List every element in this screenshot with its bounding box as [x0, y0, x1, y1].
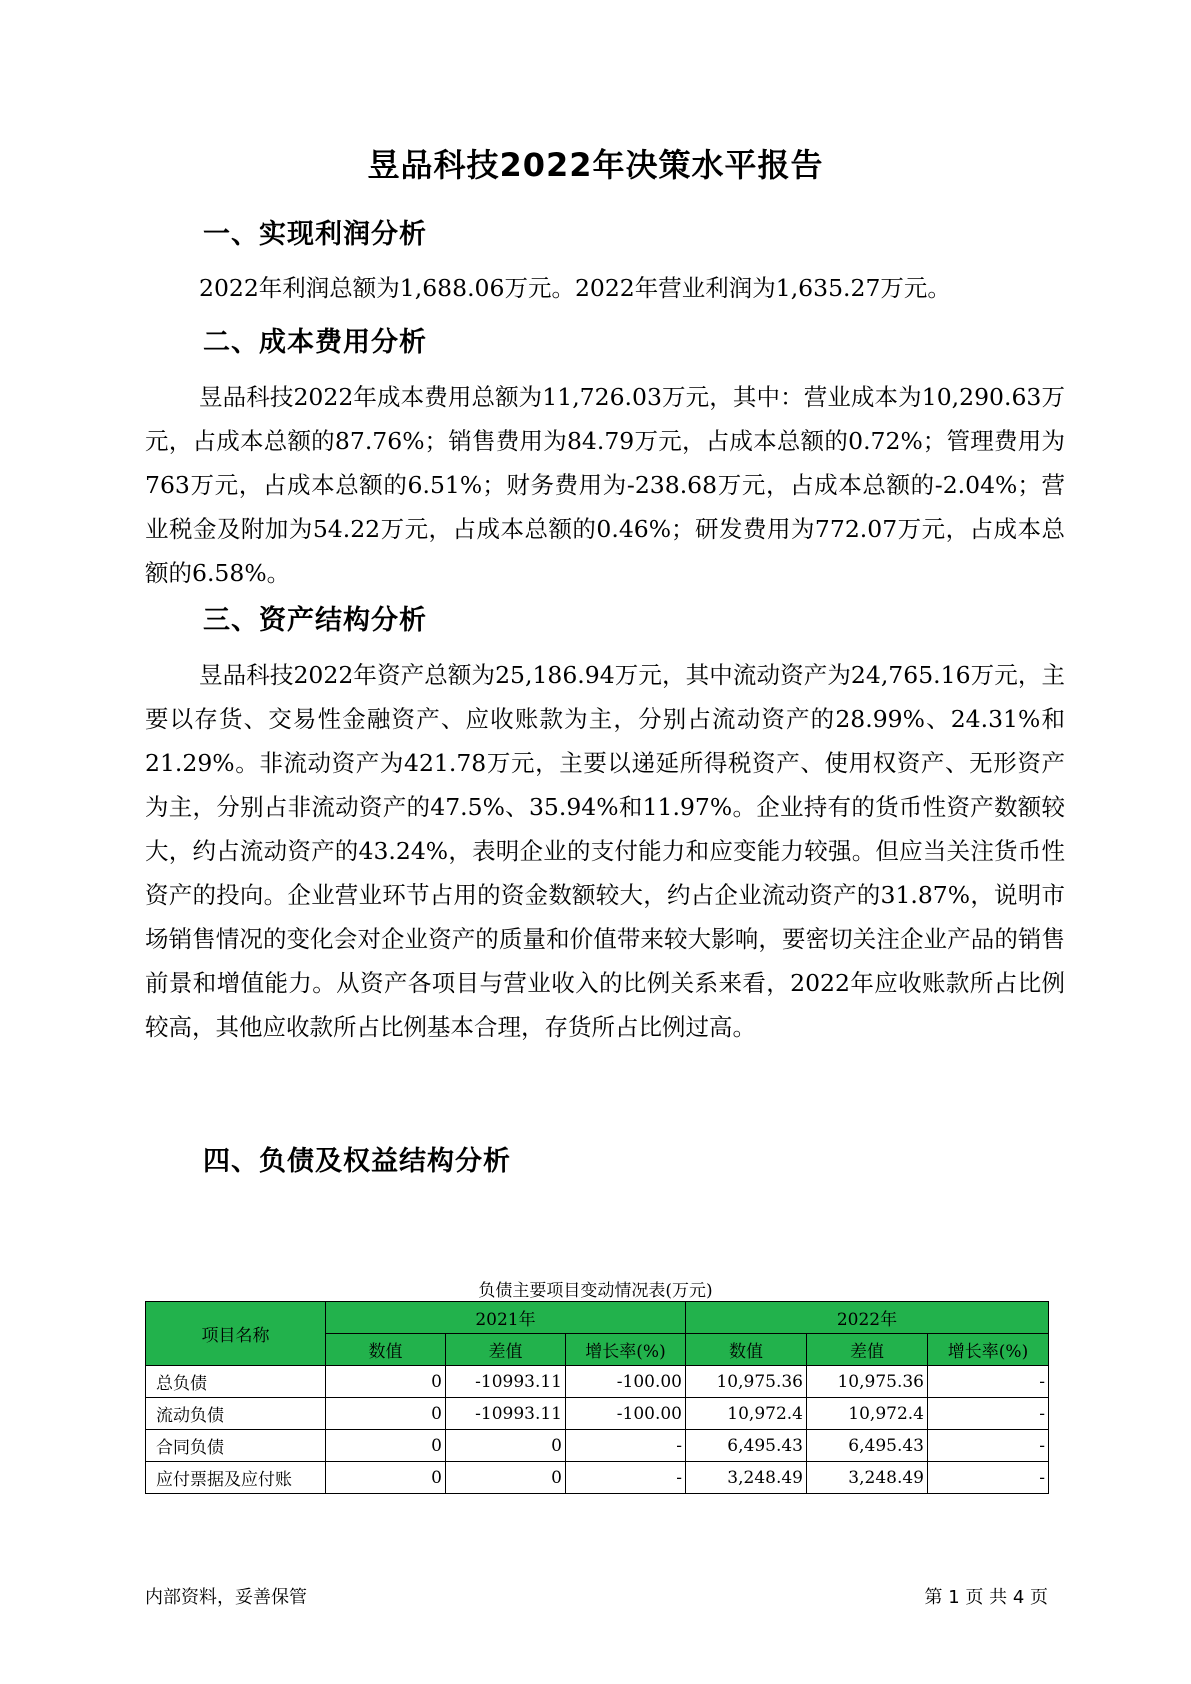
cell-diff-2022: 10,972.4 — [807, 1398, 928, 1430]
section-body-profit: 2022年利润总额为1,688.06万元。2022年营业利润为1,635.27万元。 — [199, 274, 951, 302]
cell-diff-2022: 10,975.36 — [807, 1366, 928, 1398]
cell-value-2021: 0 — [326, 1462, 446, 1494]
column-header-diff-2021: 差值 — [446, 1334, 566, 1366]
cell-growth-2022: - — [928, 1366, 1049, 1398]
cell-diff-2021: 0 — [446, 1430, 566, 1462]
cell-value-2022: 10,972.4 — [686, 1398, 807, 1430]
section-body-assets: 昱品科技2022年资产总额为25,186.94万元，其中流动资产为24,765.16万元，主要以存货、交易性金融资产、应收账款为主，分别占流动资产的28.99%、24.31%和21.29%。非流动资产为421.78万元，主要以递延所得税资产、使用权资产、无形资产为主，分别占非流动资产的47.5%、35.94%和11.97%。企业持有的货币性资产数额较大，约占流动资产的43.24%，表明企业的支付能力和应变能力较强。但应当关注货币性资产的投向。企业营业环节占用的资金数额较大，约占企业流动资产的31.87%，说明市场销售情况的变化会对企业资产的质量和价值带来较大影响，要密切关注企业产品的销售前景和增值能力。从资产各项目与营业收入的比例关系来看，2022年应收账款所占比例较高，其他应收款所占比例基本合理，存货所占比例过高。 — [145, 661, 1065, 1041]
table-row — [146, 1462, 1049, 1494]
liabilities-table — [145, 1301, 1049, 1494]
column-header-item-name: 项目名称 — [146, 1302, 326, 1366]
cell-diff-2022: 3,248.49 — [807, 1462, 928, 1494]
table-row — [146, 1398, 1049, 1430]
cell-growth-2021: -100.00 — [566, 1366, 686, 1398]
cell-value-2021: 0 — [326, 1366, 446, 1398]
row-name: 合同负债 — [146, 1430, 326, 1462]
column-header-growth-2021: 增长率(%) — [566, 1334, 686, 1366]
report-title: 昱品科技2022年决策水平报告 — [367, 146, 824, 184]
table-header-row-years — [146, 1302, 1049, 1334]
cell-growth-2021: -100.00 — [566, 1398, 686, 1430]
cell-diff-2022: 6,495.43 — [807, 1430, 928, 1462]
cell-value-2022: 6,495.43 — [686, 1430, 807, 1462]
footer-page-number: 第 1 页 共 4 页 — [924, 1587, 1048, 1608]
cell-growth-2022: - — [928, 1398, 1049, 1430]
section-heading-profit: 一、实现利润分析 — [203, 219, 427, 250]
cell-growth-2022: - — [928, 1430, 1049, 1462]
cell-diff-2021: -10993.11 — [446, 1366, 566, 1398]
table-caption: 负债主要项目变动情况表(万元) — [478, 1281, 713, 1301]
cell-growth-2021: - — [566, 1462, 686, 1494]
column-header-year-2022: 2022年 — [686, 1302, 1049, 1334]
cell-value-2021: 0 — [326, 1398, 446, 1430]
column-header-value-2021: 数值 — [326, 1334, 446, 1366]
table-row — [146, 1366, 1049, 1398]
column-header-value-2022: 数值 — [686, 1334, 807, 1366]
cell-value-2022: 10,975.36 — [686, 1366, 807, 1398]
cell-value-2021: 0 — [326, 1430, 446, 1462]
column-header-diff-2022: 差值 — [807, 1334, 928, 1366]
section-heading-assets: 三、资产结构分析 — [203, 605, 427, 636]
column-header-year-2021: 2021年 — [326, 1302, 686, 1334]
row-name: 流动负债 — [146, 1398, 326, 1430]
cell-growth-2022: - — [928, 1462, 1049, 1494]
cell-diff-2021: 0 — [446, 1462, 566, 1494]
cell-growth-2021: - — [566, 1430, 686, 1462]
footer-confidential-note: 内部资料，妥善保管 — [145, 1587, 307, 1608]
table-row — [146, 1430, 1049, 1462]
section-heading-liabilities: 四、负债及权益结构分析 — [203, 1146, 511, 1177]
section-body-cost: 昱品科技2022年成本费用总额为11,726.03万元，其中：营业成本为10,290.63万元，占成本总额的87.76%；销售费用为84.79万元，占成本总额的0.72%；管理费用为763万元，占成本总额的6.51%；财务费用为-238.68万元，占成本总额的-2.04%；营业税金及附加为54.22万元，占成本总额的0.46%；研发费用为772.07万元，占成本总额的6.58%。 — [145, 383, 1065, 587]
cell-diff-2021: -10993.11 — [446, 1398, 566, 1430]
row-name: 应付票据及应付账 — [146, 1462, 326, 1494]
section-heading-cost: 二、成本费用分析 — [203, 327, 427, 358]
column-header-growth-2022: 增长率(%) — [928, 1334, 1049, 1366]
row-name: 总负债 — [146, 1366, 326, 1398]
cell-value-2022: 3,248.49 — [686, 1462, 807, 1494]
